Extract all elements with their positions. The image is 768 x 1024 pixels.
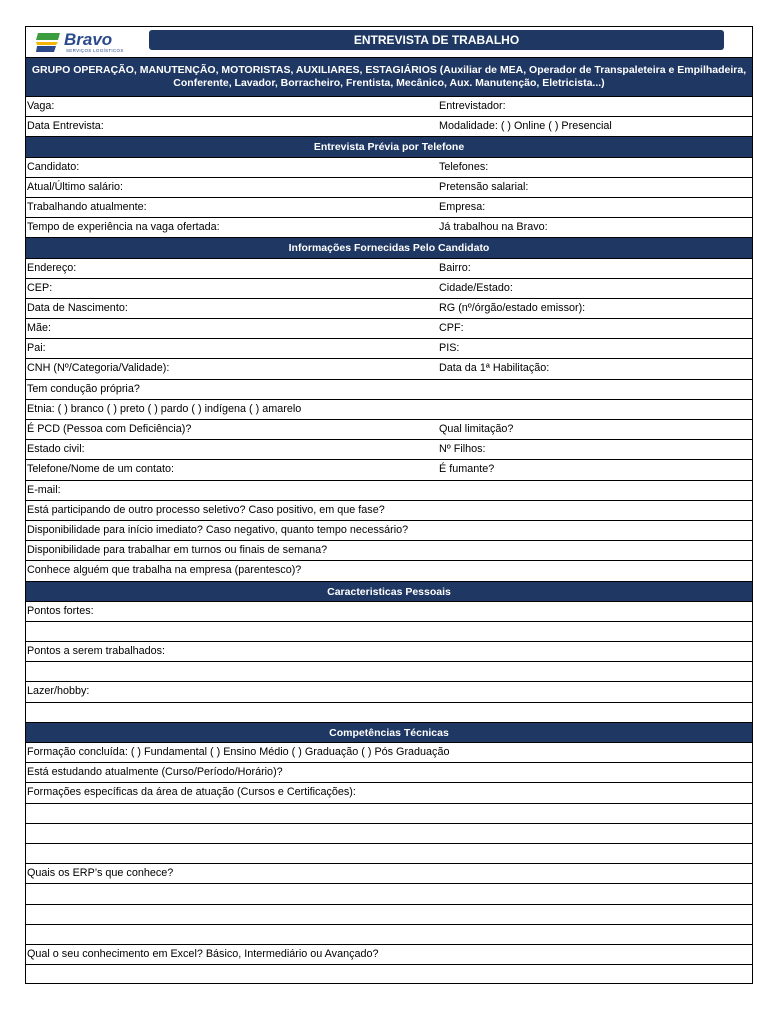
bravo-logo — [36, 31, 126, 55]
informacoes-field-right[interactable]: É fumante? — [439, 463, 495, 476]
informacoes-field-right[interactable]: Data da 1ª Habilitação: — [439, 362, 550, 375]
informacoes-field-right[interactable]: Bairro: — [439, 261, 471, 274]
informacoes-row — [26, 541, 752, 561]
blank-line[interactable] — [26, 965, 752, 985]
informacoes-field-left[interactable]: Disponibilidade para trabalhar em turnos ou finais de semana? — [27, 544, 328, 557]
informacoes-row — [26, 460, 752, 480]
row-formacao — [26, 743, 752, 763]
row-estudando — [26, 763, 752, 783]
telefone-field-left[interactable]: Atual/Último salário: — [27, 180, 124, 193]
informacoes-row — [26, 561, 752, 581]
section-title-telefone: Entrevista Prévia por Telefone — [26, 137, 752, 157]
field-pontos-trabalhar[interactable]: Pontos a serem trabalhados: — [27, 645, 166, 658]
row-pontos-fortes — [26, 602, 752, 622]
field-erp[interactable]: Quais os ERP’s que conhece? — [27, 867, 174, 880]
telefone-field-left[interactable]: Tempo de experiência na vaga ofertada: — [27, 221, 220, 234]
row-erp — [26, 864, 752, 884]
informacoes-field-right[interactable]: Nº Filhos: — [439, 443, 486, 456]
informacoes-field-left[interactable]: CNH (Nº/Categoria/Validade): — [27, 362, 170, 375]
informacoes-row — [26, 481, 752, 501]
informacoes-field-left[interactable]: Etnia: ( ) branco ( ) preto ( ) pardo ( ) indígena ( ) amarelo — [27, 402, 302, 415]
telefone-field-left[interactable]: Trabalhando atualmente: — [27, 200, 147, 213]
logo-tagline: SERVIÇOS LOGÍSTICOS — [66, 48, 124, 53]
informacoes-row — [26, 299, 752, 319]
informacoes-field-left[interactable]: Data de Nascimento: — [27, 301, 128, 314]
informacoes-field-right[interactable]: CPF: — [439, 322, 464, 335]
informacoes-row — [26, 400, 752, 420]
blank-line[interactable] — [26, 925, 752, 945]
informacoes-field-left[interactable]: E-mail: — [27, 483, 61, 496]
blank-line[interactable] — [26, 622, 752, 642]
informacoes-field-left[interactable]: Telefone/Nome de um contato: — [27, 463, 175, 476]
blank-line[interactable] — [26, 844, 752, 864]
informacoes-row — [26, 359, 752, 379]
informacoes-field-left[interactable]: Endereço: — [27, 261, 77, 274]
telefone-row — [26, 178, 752, 198]
informacoes-row — [26, 521, 752, 541]
informacoes-field-left[interactable]: Pai: — [27, 342, 46, 355]
blank-line[interactable] — [26, 662, 752, 682]
field-vaga[interactable]: Vaga: — [27, 100, 55, 112]
section-informacoes-rows — [26, 259, 752, 582]
field-estudando[interactable]: Está estudando atualmente (Curso/Período/Horário)? — [27, 766, 283, 779]
telefone-row — [26, 158, 752, 178]
row-lazer — [26, 682, 752, 702]
row-especificas — [26, 783, 752, 803]
informacoes-field-left[interactable]: É PCD (Pessoa com Deficiência)? — [27, 423, 192, 435]
field-lazer[interactable]: Lazer/hobby: — [27, 685, 90, 698]
row-data — [26, 117, 752, 137]
field-entrevistador[interactable]: Entrevistador: — [439, 100, 506, 112]
telefone-field-right[interactable]: Empresa: — [439, 200, 486, 213]
informacoes-field-left[interactable]: Estado civil: — [27, 443, 85, 456]
field-formacoes-especificas[interactable]: Formações específicas da área de atuação (Cursos e Certificações): — [27, 786, 356, 799]
blank-line[interactable] — [26, 905, 752, 925]
field-modalidade[interactable]: Modalidade: ( ) Online ( ) Presencial — [439, 120, 612, 133]
informacoes-row — [26, 339, 752, 359]
bravo-logo-icon — [36, 31, 62, 53]
informacoes-field-right[interactable]: RG (nº/órgão/estado emissor): — [439, 301, 586, 314]
telefone-field-right[interactable]: Telefones: — [439, 160, 489, 173]
informacoes-field-right[interactable]: Qual limitação? — [439, 423, 514, 435]
row-excel — [26, 945, 752, 965]
logo-brand: Bravo — [64, 30, 113, 49]
informacoes-row — [26, 501, 752, 521]
blank-line[interactable] — [26, 824, 752, 844]
group-banner: GRUPO OPERAÇÃO, MANUTENÇÃO, MOTORISTAS, AUXILIARES, ESTAGIÁRIOS (Auxiliar de MEA, Operador de Transpaleteira e Empilhadeira, Conferente, Lavador, Borracheiro, Frentista, Mecânico, Aux. Manutenção, Eletricista...) — [26, 58, 752, 97]
section-title-informacoes: Informações Fornecidas Pelo Candidato — [26, 238, 752, 258]
section-telefone-rows — [26, 158, 752, 239]
informacoes-field-right[interactable]: PIS: — [439, 342, 460, 355]
field-data-entrevista[interactable]: Data Entrevista: — [27, 120, 104, 133]
informacoes-row — [26, 440, 752, 460]
page-title: ENTREVISTA DE TRABALHO — [149, 30, 724, 50]
informacoes-field-left[interactable]: Conhece alguém que trabalha na empresa (parentesco)? — [27, 564, 302, 577]
informacoes-field-left[interactable]: Tem condução própria? — [27, 382, 140, 395]
telefone-row — [26, 198, 752, 218]
form-header — [26, 27, 752, 58]
telefone-row — [26, 218, 752, 238]
informacoes-row — [26, 420, 752, 440]
telefone-field-right[interactable]: Pretensão salarial: — [439, 180, 529, 193]
telefone-field-left[interactable]: Candidato: — [27, 160, 80, 173]
informacoes-field-left[interactable]: Mãe: — [27, 322, 52, 335]
blank-line[interactable] — [26, 703, 752, 723]
field-formacao[interactable]: Formação concluída: ( ) Fundamental ( ) Ensino Médio ( ) Graduação ( ) Pós Graduação — [27, 746, 450, 758]
informacoes-field-left[interactable]: CEP: — [27, 281, 53, 294]
informacoes-row — [26, 380, 752, 400]
interview-form — [25, 26, 753, 984]
informacoes-row — [26, 319, 752, 339]
informacoes-field-right[interactable]: Cidade/Estado: — [439, 281, 513, 294]
informacoes-row — [26, 279, 752, 299]
section-title-competencias: Competências Técnicas — [26, 723, 752, 743]
informacoes-field-left[interactable]: Disponibilidade para início imediato? Caso negativo, quanto tempo necessário? — [27, 523, 409, 536]
field-pontos-fortes[interactable]: Pontos fortes: — [27, 604, 94, 617]
informacoes-field-left[interactable]: Está participando de outro processo seletivo? Caso positivo, em que fase? — [27, 503, 385, 516]
blank-line[interactable] — [26, 804, 752, 824]
row-vaga — [26, 97, 752, 117]
telefone-field-right[interactable]: Já trabalhou na Bravo: — [439, 221, 548, 234]
blank-line[interactable] — [26, 884, 752, 904]
row-pontos-trabalhar — [26, 642, 752, 662]
section-title-caracteristicas: Caracteristicas Pessoais — [26, 582, 752, 602]
field-excel[interactable]: Qual o seu conhecimento em Excel? Básico, Intermediário ou Avançado? — [27, 947, 379, 960]
informacoes-row — [26, 259, 752, 279]
